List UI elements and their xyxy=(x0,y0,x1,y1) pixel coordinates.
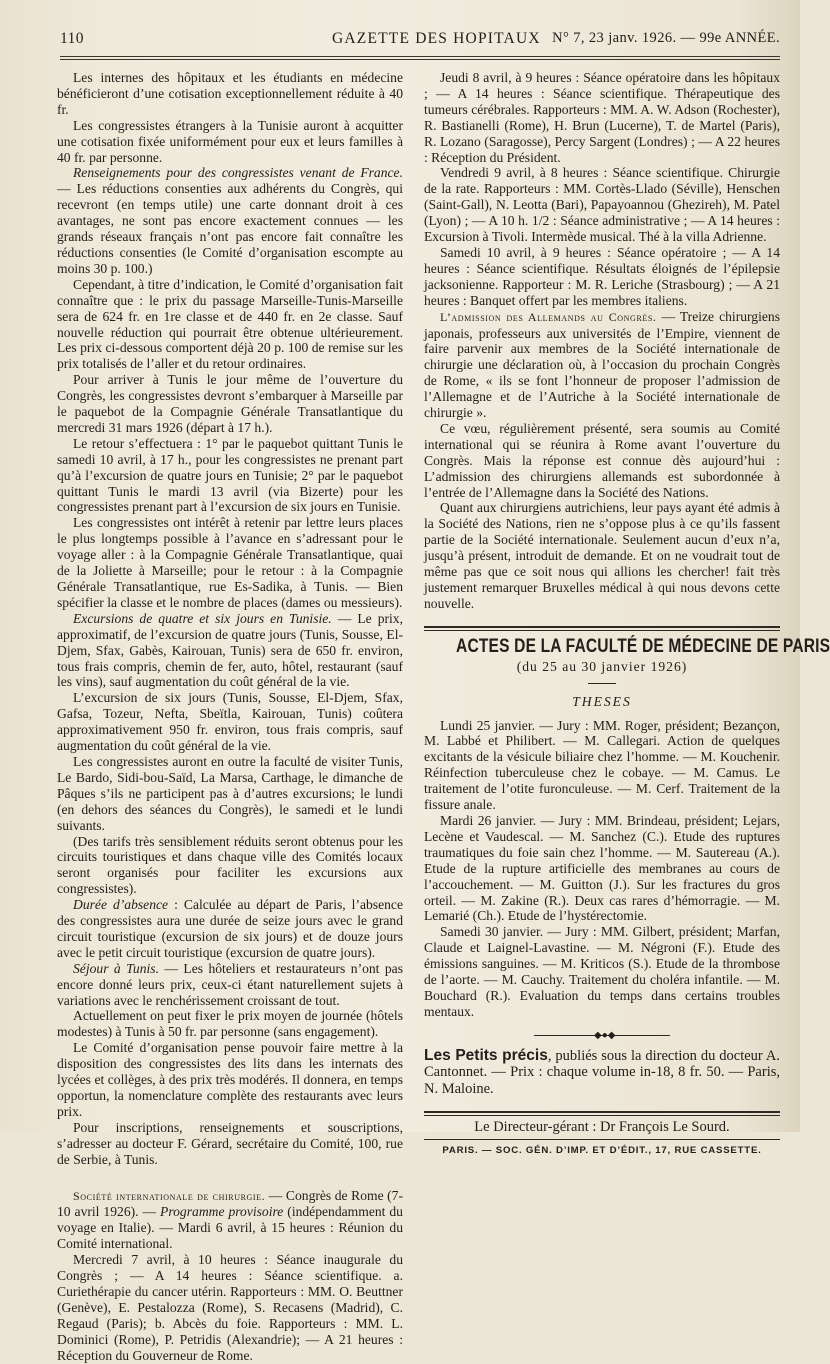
paragraph-lead: Renseignements pour des congressistes venant de France. xyxy=(73,165,403,181)
paragraph: Pour arriver à Tunis le jour même de l’ouverture du Congrès, les congressistes devront s’embarquer à Marseille par le paquebot de la Compagnie Générale Transatlantique du mercredi 31 mars 1926 (départ à 17 h.). xyxy=(57,372,403,435)
paragraph: Actuellement on peut fixer le prix moyen de journée (hôtels modestes) à Tunis à 50 fr. par personne (sans engagement). xyxy=(57,1008,403,1040)
paragraph: Renseignements pour des congressistes venant de France. — Les réductions consenties aux adhérents du Congrès, qui recevront (en temps utile) une carte donnant droit à ces avantages, ne sont pas encore exactement connues — les grands réseaux français n’ont pas encore fait connaître les réductions consenties (le Comité d’organisation escompte au moins 30 p. 100.) xyxy=(57,165,403,276)
petits-precis-notice: Les Petits précis, publiés sous la direction du docteur A. Cantonnet. — Prix : chaque volume in-18, 8 fr. 50. — Paris, N. Maloine. xyxy=(424,1046,781,1097)
programme-label: Programme provisoire xyxy=(160,1204,284,1220)
paragraph: Quant aux chirurgiens autrichiens, leur pays ayant été admis à la Société des Nations, rien ne s’oppose plus à ce qu’ils fassent partie de la Société internationale. Seulement aucun d’eux n’a, jusqu’à présent, introduit de demande. Et on ne voudrait tout de même pas que ce soit nous qui allions les chercher! fait très justement remarquer Bruxelles médical à qui nous devons cette nouvelle. xyxy=(424,500,780,611)
ornament-divider: ◆●◆ xyxy=(424,1030,780,1040)
paragraph-lead: Durée d’absence xyxy=(73,897,169,913)
societe-jeudi: Jeudi 8 avril, à 9 heures : Séance opératoire dans les hôpitaux ; — A 14 heures : Séance scientifique. Thérapeutique des tumeurs cérébrales. Rapporteurs : MM. A. W. Adson (Rochester), R. Bastianelli (Rome), H. Brun (Lucerne), T. de Martel (Paris), R. Lozano (Saragosse), Percy Sargent (Londres) ; — A 22 heures : Réception du Président. xyxy=(424,70,781,165)
header-rule-top xyxy=(60,56,780,57)
petits-precis-lead: Les Petits précis xyxy=(424,1046,548,1064)
divider xyxy=(588,683,616,684)
societe-mercredi: Mercredi 7 avril, à 10 heures : Séance inaugurale du Congrès ; — A 14 heures : Séance scientifique. a. Curiethérapie du cancer utérin. Rapporteurs : MM. O. Beuttner (Genève), E. Pestalozza (Rome), S. Recasens (Madrid), C. Regaud (Paris); b. Abcès du foie. Rapporteurs : MM. L. Dominici (Rome), P. Petridis (Alexandrie); — A 21 heures : Réception du Gouverneur de Rome. xyxy=(57,1252,403,1363)
paragraph: Pour inscriptions, renseignements et souscriptions, s’adresser au docteur F. Gérard, secrétaire du Comité, 100, rue de Serbie, à Tunis. xyxy=(57,1119,403,1167)
actes-section xyxy=(424,626,830,1020)
paragraph: Les congressistes auront en outre la faculté de visiter Tunis, Le Bardo, Sidi-bou-Saïd, La Marsa, Carthage, le dimanche de Pâques s’ils ne participent pas à d’autres excursions; le lundi (en dehors des séances du Congrès), le samedi et le lundi suivants. xyxy=(57,753,403,833)
societe-samedi: Samedi 10 avril, à 9 heures : Séance opératoire ; — A 14 heures : Séance scientifique. Résultats éloignés de l’épilepsie jacksonienne. Rapporteur : M. R. Leriche (Strasbourg) ; — A 21 heures : Banquet offert par les membres italiens. xyxy=(424,244,780,308)
paragraph: Ce vœu, régulièrement présenté, sera soumis au Comité international qui se réunira à Rome avant l’ouverture du Congrès. Mais la réponse est connue dès aujourd’hui : L’admission des chirurgiens allemands est subordonnée à l’entrée de l’Allemagne dans la Société des Nations. xyxy=(424,420,780,500)
paragraph: Les internes des hôpitaux et les étudiants en médecine bénéficieront d’une cotisation exceptionnellement réduite à 40 fr. xyxy=(57,70,403,117)
journal-title: GAZETTE DES HOPITAUX xyxy=(332,30,541,47)
imprimerie-line: PARIS. — SOC. GÉN. D’IMP. ET D’ÉDIT., 17, RUE CASSETTE. xyxy=(442,1145,762,1157)
theses-lundi: Lundi 25 janvier. — Jury : MM. Roger, président; Bezançon, M. Labbé et Philibert. — M. Callegari. Action de quelques excitants de la vésicule biliaire chez l’homme. — M. Kouchenir. Réinfection tuberculeuse chez le cobaye. — M. Camus. Le traitement de l’otite furonculeuse. — M. Cerf. Traitement de la fissure anale. xyxy=(424,717,780,813)
theses-heading: THESES xyxy=(572,693,632,709)
right-column xyxy=(424,70,830,1159)
paragraph: L’excursion de six jours (Tunis, Sousse, El-Djem, Sfax, Gafsa, Tozeur, Nefta, Sbeïtla, Kairouan, Tunis) coûtera approximativement 950 fr. environ, tous frais compris, sauf augmentation du coût général de la vie. xyxy=(57,690,403,754)
paragraph: Cependant, à titre d’indication, le Comité d’organisation fait connaître que : le prix du passage Marseille-Tunis-Marseille sera de 624 fr. en 1re classe et de 440 fr. en 2e classe. Sauf nouvelle réduction qui pourrait être obtenue ultérieurement. Les prix ci-dessous comportent déjà 20 p. 100 de remise sur les prix totalisés de l’aller et du retour ordinaires. xyxy=(57,276,403,372)
paragraph: Excursions de quatre et six jours en Tunisie. — Le prix, approximatif, de l’excursion de quatre jours (Tunis, Sousse, El-Djem, Sfax, Gabès, Kairouan, Tunis) sera de 650 fr. environ, tous frais compris, chemin de fer, auto, hôtel, restaurant (sauf les vins), sauf augmentation du coût général de la vie. xyxy=(57,610,403,690)
allemands-paragraph: L’admission des Allemands au Congrès. — Treize chirurgiens japonais, professeurs aux universités de l’Empire, viennent de faire parvenir aux membres de la Société internationale de chirurgie une déclaration où, à l’occasion du prochain Congrès de Rome, « ils se font l’honneur de proposer l’admission de l’Allemagne et de l’Autriche à la Société internationale de chirurgie ». xyxy=(424,308,780,421)
actes-subtitle: (du 25 au 30 janvier 1926) xyxy=(516,658,688,674)
left-column xyxy=(57,70,403,1364)
theses-samedi: Samedi 30 janvier. — Jury : MM. Gilbert, président; Marfan, Claude et Laignel-Lavastine. — M. Négroni (F.). Etude des émissions sanguines. — M. Kriticos (S.). Etude de la thrombose de l’aorte. — M. Cauchy. Traitement du choléra infantile. — M. Bouchard (R.). Evaluation du temps dans certains troubles mentaux. xyxy=(424,924,780,1019)
paragraph-lead: Séjour à Tunis. xyxy=(73,960,159,976)
paragraph: Le Comité d’organisation pense pouvoir faire mettre à la disposition des congressistes des lits dans les internats des lycées et collèges, à des prix très modérés. Il donnera, en temps opportun, la nomenclature complète des restaurants avec leurs prix. xyxy=(57,1040,403,1119)
footer-box xyxy=(424,1111,780,1159)
paragraph: Les congressistes étrangers à la Tunisie auront à acquitter une cotisation fixée uniformément pour eux et leurs familles à 40 fr. par personne. xyxy=(57,117,403,165)
theses-mardi: Mardi 26 janvier. — Jury : MM. Brindeau, président; Lejars, Lecène et Vaudescal. — M. Sanchez (C.). Etude des ruptures traumatiques du foie sain chez l’homme. — M. Sautereau (A.). Etude de la rupture artificielle des membranes au cours de l’accouchement. — M. Guitton (J.). Sur les fractures du gros orteil. — M. Zakine (R.). Deux cas rares d’hémorragie. — M. Lemarié (Ch.). Etude de l’hystérectomie. xyxy=(424,812,780,924)
actes-title: ACTES DE LA FACULTÉ DE MÉDECINE DE PARIS xyxy=(456,635,830,657)
paragraph: Séjour à Tunis. — Les hôteliers et restaurateurs n’ont pas encore donné leurs prix, ceux-ci étant naturellement sujets à variations avec le renchérissement croissant de tout. xyxy=(57,960,403,1008)
paragraph: (Des tarifs très sensiblement réduits seront obtenus pour les circuits touristiques et dans chaque ville des Comités locaux seront organisés pour faciliter les excursions aux congressistes). xyxy=(57,833,403,897)
allemands-heading: L’admission des Allemands au Congrès. xyxy=(440,309,657,324)
paragraph: Les congressistes ont intérêt à retenir par lettre leurs places le plus longtemps possible à l’avance en s’adressant pour le voyage aller : à la Compagnie Générale Transatlantique, quai de la Joliette à Marseille; pour le retour : à la Compagnie Générale Transatlantique, rue Es-Sadika, à Tunis. — Bien spécifier la classe et le nombre de places (dames ou messieurs). xyxy=(57,515,403,610)
directeur-gerant: Le Directeur-gérant : Dr François Le Sourd. xyxy=(474,1119,730,1136)
paragraph-lead: Excursions de quatre et six jours en Tunisie. xyxy=(73,610,332,626)
paragraph: Durée d’absence : Calculée au départ de Paris, l’absence des congressistes aura une durée de seize jours avec le grand circuit touristique (excursion de six jours) et de douze jours avec le petit circuit touristique (excursion de quatre jours). xyxy=(57,897,403,960)
header-rule-bottom xyxy=(60,59,780,60)
page-number: 110 xyxy=(60,30,84,47)
societe-heading: Société internationale de chirurgie. xyxy=(73,1188,266,1203)
paragraph: Le retour s’effectuera : 1° par le paquebot quittant Tunis le samedi 10 avril, à 17 h., pour les congressistes ne prenant part qu’à l’excursion de quatre jours en Tunisie; 2° par le paquebot quittant Tunis le mardi 13 avril (via Bizerte) pour les congressistes prenant part à l’excursion de six jours en Tunisie. xyxy=(57,435,403,515)
page-header xyxy=(60,30,780,50)
societe-paragraph: Société internationale de chirurgie. — Congrès de Rome (7-10 avril 1926). — Programme provisoire (indépendamment du voyage en Italie). — Mardi 6 avril, à 15 heures : Réunion du Comité international. xyxy=(57,1187,403,1252)
issue-info: N° 7, 23 janv. 1926. — 99e ANNÉE. xyxy=(552,30,780,46)
societe-vendredi: Vendredi 9 avril, à 8 heures : Séance scientifique. Chirurgie de la rate. Rapporteurs : MM. Cortès-Llado (Séville), Henschen (Saint-Gall), N. Leotta (Bari), Papayoannou (Ghezireh), M. Patel (Lyon) ; — A 10 h. 1/2 : Séance administrative ; — A 14 heures : Excursion à Tivoli. Intermède musical. Thé à la villa Adrienne. xyxy=(424,165,780,245)
